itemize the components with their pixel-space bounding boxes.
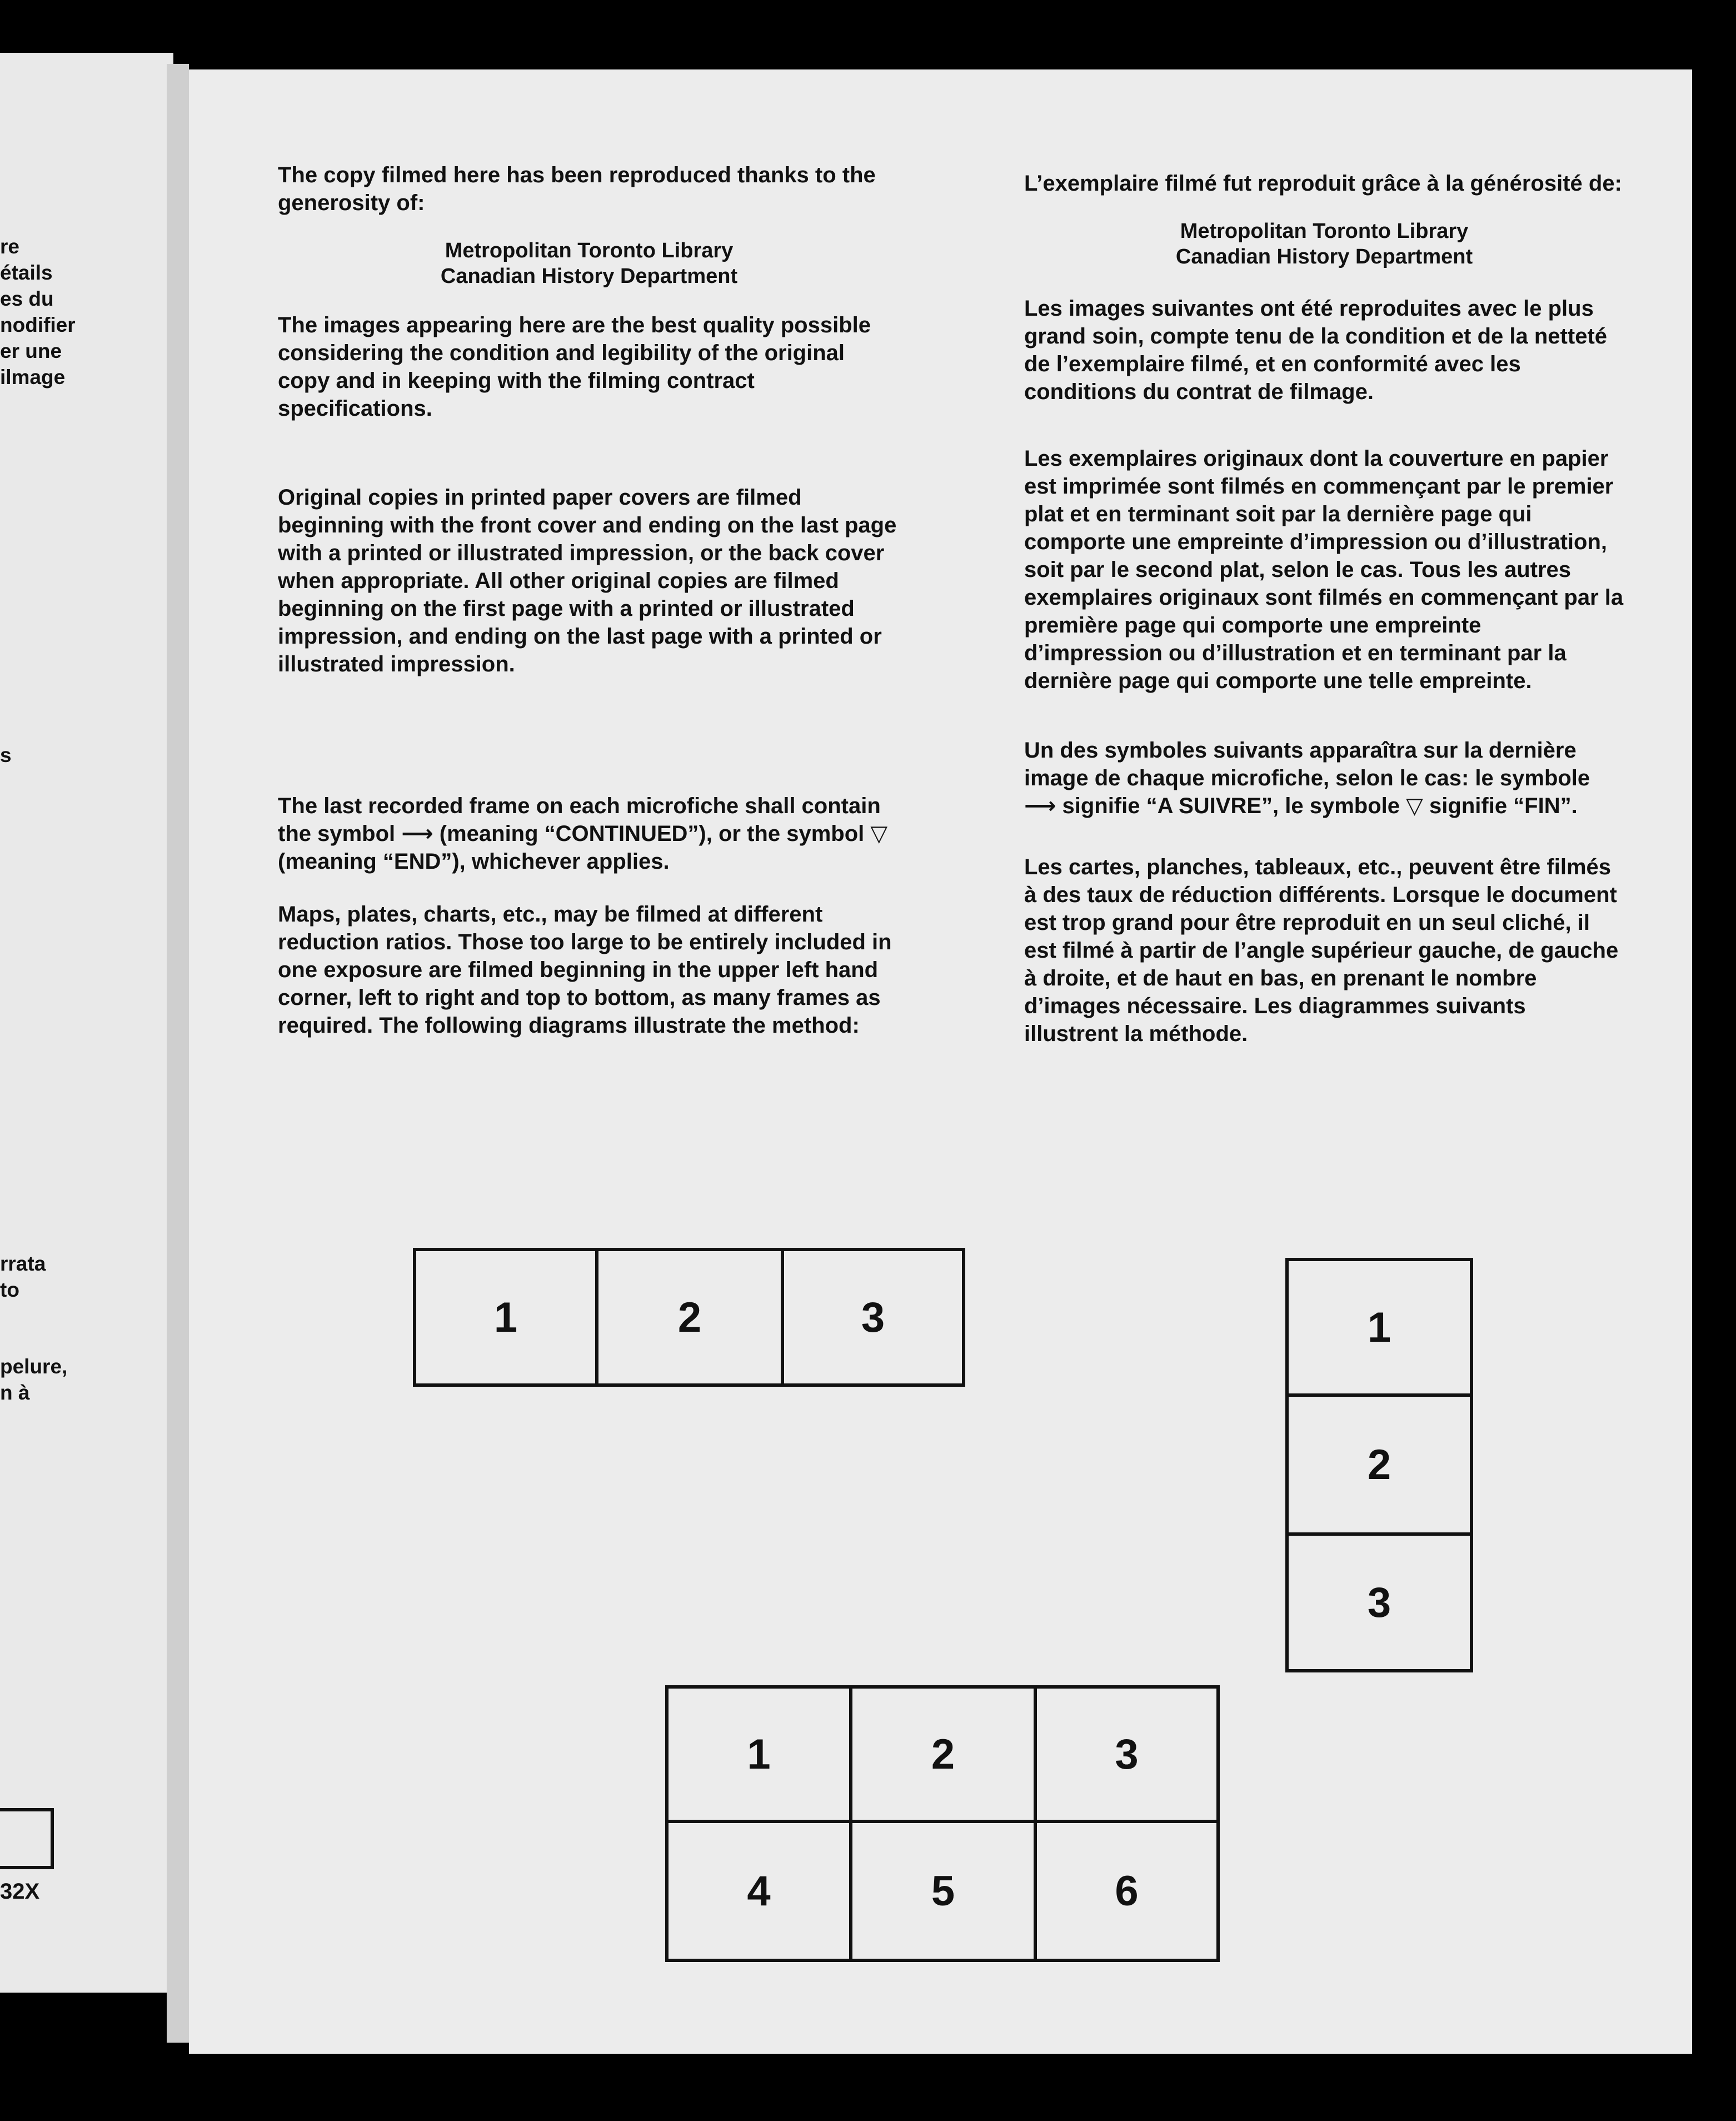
frame-cell: 3 [781, 1248, 965, 1387]
left-fragment-text: pelure, [0, 1355, 68, 1378]
quality-paragraph: Les images suivantes ont été reproduites avec le plus grand soin, compte tenu de la condition et de la netteté de l’exemplaire filmé, et en conformité avec les conditions du contrat de filmage. [1024, 296, 1608, 404]
left-fragment-text: n à [0, 1381, 30, 1404]
left-fragment-text: to [0, 1278, 19, 1301]
frame-cell: 4 [665, 1820, 852, 1962]
symbols-text: signifie “A SUIVRE”, le symbole [1062, 794, 1400, 818]
maps-paragraph: Maps, plates, charts, etc., may be filmed at different reduction ratios. Those too large to be entirely included in one exposure are filmed beginning in the upper left hand corner, left to right and top to bottom, as many frames as required. The following diagrams illustrate the method: [278, 902, 892, 1038]
symbols-paragraph [278, 792, 900, 875]
department-name: Canadian History Department [440, 265, 738, 288]
frame-cell: 3 [1285, 1532, 1473, 1672]
intro-text: The copy filmed here has been reproduced thanks to the generosity of: [278, 163, 876, 215]
left-fragment-text: étails [0, 261, 53, 284]
symbols-text: signifie “FIN”. [1429, 794, 1578, 818]
left-page-fragment [0, 53, 173, 1993]
frame-cell: 1 [665, 1685, 852, 1823]
symbols-text: (meaning “END”), whichever applies. [278, 849, 670, 874]
quality-paragraph: The images appearing here are the best quality possible considering the condition and legibility of the original copy and in keeping with the filming contract specifications. [278, 313, 871, 421]
covers-paragraph: Original copies in printed paper covers are filmed beginning with the front cover and ending on the last page with a printed or illustrated impression, or the back cover when appropriate. All other original copies are filmed beginning on the first page with a printed or illustrated impression, and ending on the last page with a printed or illustrated impression. [278, 485, 897, 676]
left-fragment-text: nodifier [0, 313, 76, 336]
frame-cell: 6 [1034, 1820, 1220, 1962]
frame-cell: 5 [849, 1820, 1037, 1962]
intro-text: L’exemplaire filmé fut reproduit grâce à la générosité de: [1024, 171, 1622, 196]
left-fragment-text: rrata [0, 1252, 46, 1275]
symbols-paragraph [1024, 736, 1624, 820]
frame-cell: 2 [1285, 1393, 1473, 1536]
left-fragment-text: ilmage [0, 366, 66, 389]
left-fragment-text: s [0, 744, 12, 766]
left-box [0, 1808, 54, 1869]
maps-paragraph: Les cartes, planches, tableaux, etc., peuvent être filmés à des taux de réduction différents. Lorsque le document est trop grand pour être reproduit en un seul cliché, il est filmé à partir de l’angle supérieur gauche, de gauche à droite, et de haut en bas, en prenant le nombre d’images nécessaire. Les diagrammes suivants illustrent la méthode. [1024, 855, 1619, 1046]
symbols-text: The last recorded frame on each microfiche shall contain the symbol [278, 794, 881, 846]
frame-cell: 2 [849, 1685, 1037, 1823]
frame-cell: 2 [595, 1248, 784, 1387]
symbols-text: Un des symboles suivants apparaîtra sur la dernière image de chaque microfiche, selon le cas: le symbole [1024, 738, 1590, 790]
library-name: Metropolitan Toronto Library [1180, 220, 1469, 243]
frame-cell: 1 [1285, 1258, 1473, 1397]
frame-cell: 1 [413, 1248, 598, 1387]
arrow-right-icon: ⟶ [1024, 793, 1056, 819]
left-fragment-text: re [0, 235, 19, 258]
frame-cell: 3 [1034, 1685, 1220, 1823]
department-name: Canadian History Department [1175, 245, 1473, 268]
french-column [1024, 170, 1624, 1048]
left-fragment-text: es du [0, 287, 54, 310]
library-name: Metropolitan Toronto Library [445, 239, 734, 262]
triangle-down-icon: ▽ [1406, 793, 1423, 819]
symbols-text: (meaning “CONTINUED”), or the symbol [439, 821, 865, 846]
reduction-label: 32X [0, 1879, 40, 1904]
triangle-down-icon: ▽ [870, 821, 888, 847]
english-column [278, 161, 900, 1039]
arrow-right-icon: ⟶ [401, 821, 433, 847]
page-spine [167, 64, 189, 2043]
left-fragment-text: er une [0, 340, 62, 362]
covers-paragraph: Les exemplaires originaux dont la couverture en papier est imprimée sont filmés en commençant par le premier plat et en terminant soit par la dernière page qui comporte une empreinte d’impression ou d’illustration, soit par le second plat, selon le cas. Tous les autres exemplaires originaux sont filmés en commençant par la première page qui comporte une empreinte d’impression ou d’illustration et en terminant par la dernière page qui comporte une telle empreinte. [1024, 446, 1624, 693]
